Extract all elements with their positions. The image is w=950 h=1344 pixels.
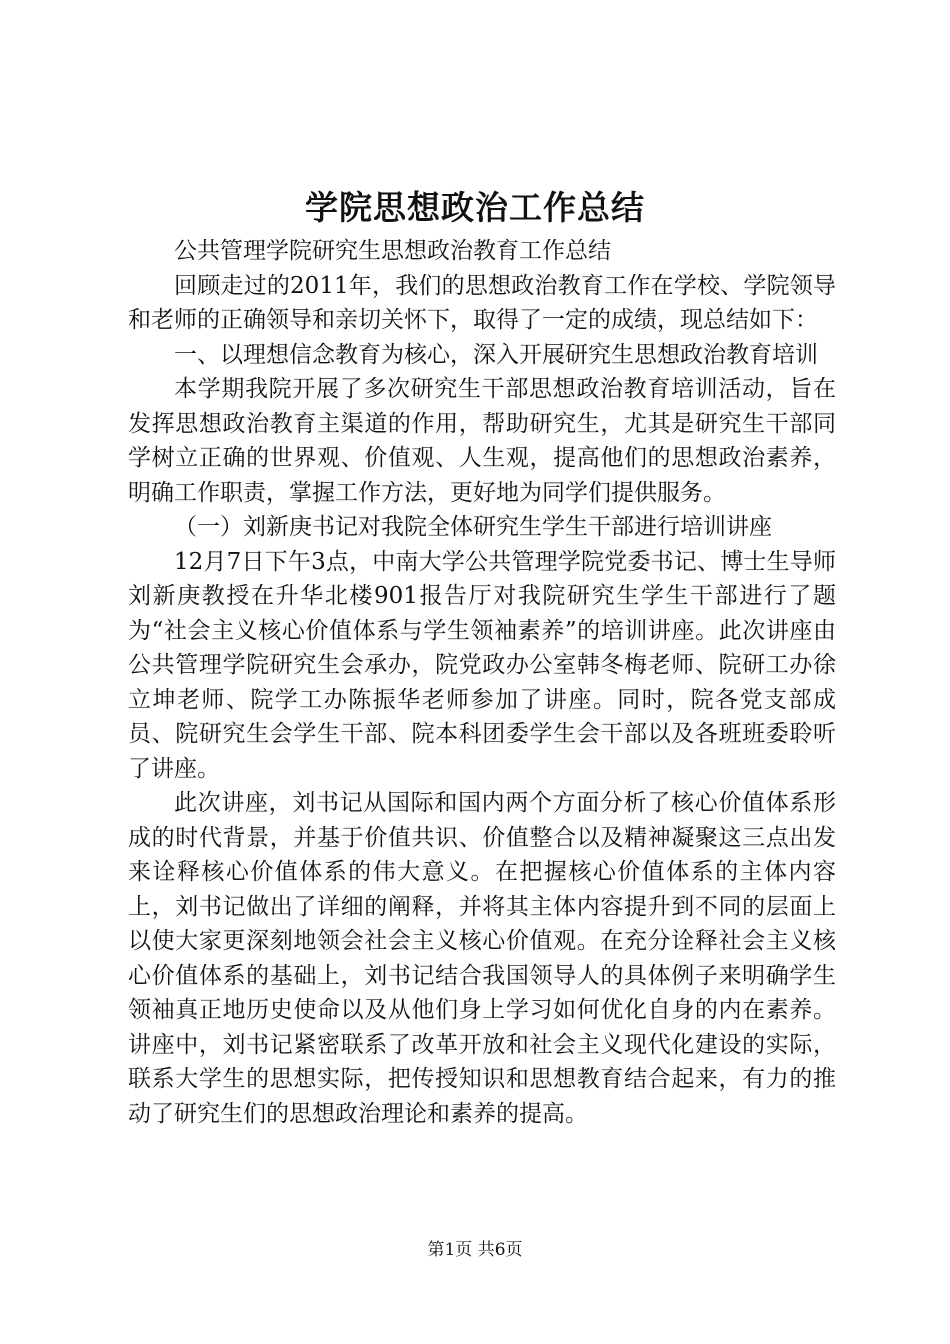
page-number-footer: 第1页 共6页 — [427, 1240, 523, 1260]
subsection-heading-1: （一）刘新庚书记对我院全体研究生学生干部进行培训讲座 — [174, 514, 772, 540]
paragraph-training-overview: 本学期我院开展了多次研究生干部思想政治教育培训活动，旨在发挥思想政治教育主渠道的作用，帮助研究生，尤其是研究生干部同学树立正确的世界观、价值观、人生观，提高他们的思想政治素养，明确工作职责，掌握工作方法，更好地为同学们提供服务。 — [128, 376, 836, 506]
paragraph-lecture-content: 此次讲座，刘书记从国际和国内两个方面分析了核心价值体系形成的时代背景，并基于价值共识、价值整合以及精神凝聚这三点出发来诠释核心价值体系的伟大意义。在把握核心价值体系的主体内容上，刘书记做出了详细的阐释，并将其主体内容提升到不同的层面上以使大家更深刻地领会社会主义核心价值观。在充分诠释社会主义核心价值体系的基础上，刘书记结合我国领导人的具体例子来明确学生领袖真正地历史使命以及从他们身上学习如何优化自身的内在素养。讲座中，刘书记紧密联系了改革开放和社会主义现代化建设的实际，联系大学生的思想实际，把传授知识和思想教育结合起来，有力的推动了研究生们的思想政治理论和素养的提高。 — [128, 790, 836, 1127]
paragraph-subtitle: 公共管理学院研究生思想政治教育工作总结 — [174, 238, 611, 264]
document-body — [128, 234, 836, 1131]
paragraph-intro: 回顾走过的2011年，我们的思想政治教育工作在学校、学院领导和老师的正确领导和亲切关怀下，取得了一定的成绩，现总结如下： — [128, 272, 836, 333]
paragraph-lecture-details: 12月7日下午3点，中南大学公共管理学院党委书记、博士生导师刘新庚教授在升华北楼901报告厅对我院研究生学生干部进行了题为“社会主义核心价值体系与学生领袖素养”的培训讲座。此次讲座由公共管理学院研究生会承办，院党政办公室韩冬梅老师、院研工办徐立坤老师、院学工办陈振华老师参加了讲座。同时，院各党支部成员、院研究生会学生干部、院本科团委学生会干部以及各班班委聆听了讲座。 — [128, 548, 836, 782]
document-title: 学院思想政治工作总结 — [305, 188, 645, 227]
section-heading-1: 一、以理想信念教育为核心，深入开展研究生思想政治教育培训 — [174, 341, 818, 368]
